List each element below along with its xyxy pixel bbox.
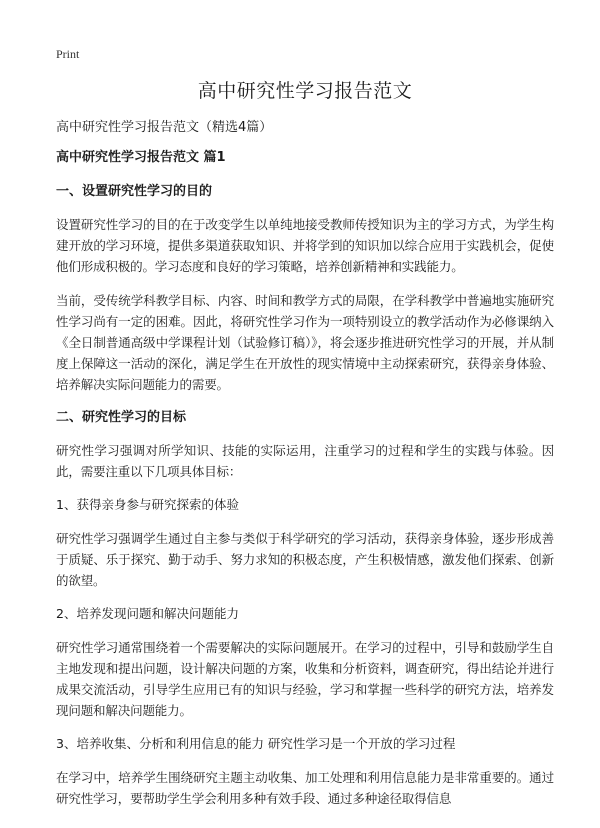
numbered-item: 2、培养发现问题和解决问题能力 xyxy=(56,606,239,621)
numbered-item: 3、培养收集、分析和利用信息的能力 研究性学习是一个开放的学习过程 xyxy=(56,736,456,751)
paragraph: 研究性学习通常围绕着一个需要解决的实际问题展开。在学习的过程中，引导和鼓励学生自主地发现和提出问题，设计解决问题的方案，收集和分析资料，调查研究，得出结论并进行成果交流活动，引导学生应用已有的知识与经验，学习和掌握一些科学的研究方法，培养发现问题和解决问题能力。 xyxy=(56,640,554,718)
numbered-item: 1、获得亲身参与研究探索的体验 xyxy=(56,497,239,512)
heading-purpose: 一、设置研究性学习的目的 xyxy=(56,184,213,199)
paragraph: 设置研究性学习的目的在于改变学生以单纯地接受教师传授知识为主的学习方式，为学生构建开放的学习环境，提供多渠道获取知识、并将学到的知识加以综合应用于实践机会，促使他们形成积极的。学习态度和良好的学习策略，培养创新精神和实践能力。 xyxy=(56,217,554,274)
paragraph: 当前，受传统学科教学目标、内容、时间和教学方式的局限，在学科教学中普遍地实施研究性学习尚有一定的困难。因此，将研究性学习作为一项特别设立的教学活动作为必修课纳入《全日制普通高级中学课程计划（试验修订稿）》，将会逐步推进研究性学习的开展，并从制度上保障这一活动的深化，满足学生在开放性的现实情境中主动探索研究，获得亲身体验、培养解决实际问题能力的需要。 xyxy=(56,293,554,392)
document-subtitle: 高中研究性学习报告范文（精选4篇） xyxy=(56,120,273,135)
print-label: Print xyxy=(56,47,80,61)
paragraph: 研究性学习强调对所学知识、技能的实际运用，注重学习的过程和学生的实践与体验。因此，需要注重以下几项具体目标： xyxy=(56,443,554,479)
paragraph: 研究性学习强调学生通过自主参与类似于科学研究的学习活动，获得亲身体验，逐步形成善于质疑、乐于探究、勤于动手、努力求知的积极态度，产生积极情感，激发他们探索、创新的欲望。 xyxy=(56,531,554,588)
heading-goals: 二、研究性学习的目标 xyxy=(56,410,187,425)
document-title: 高中研究性学习报告范文 xyxy=(197,80,413,102)
section-title: 高中研究性学习报告范文 篇1 xyxy=(56,150,226,165)
paragraph: 在学习中，培养学生围绕研究主题主动收集、加工处理和利用信息能力是非常重要的。通过研究性学习，要帮助学生学会利用多种有效手段、通过多种途径取得信息 xyxy=(56,770,554,806)
